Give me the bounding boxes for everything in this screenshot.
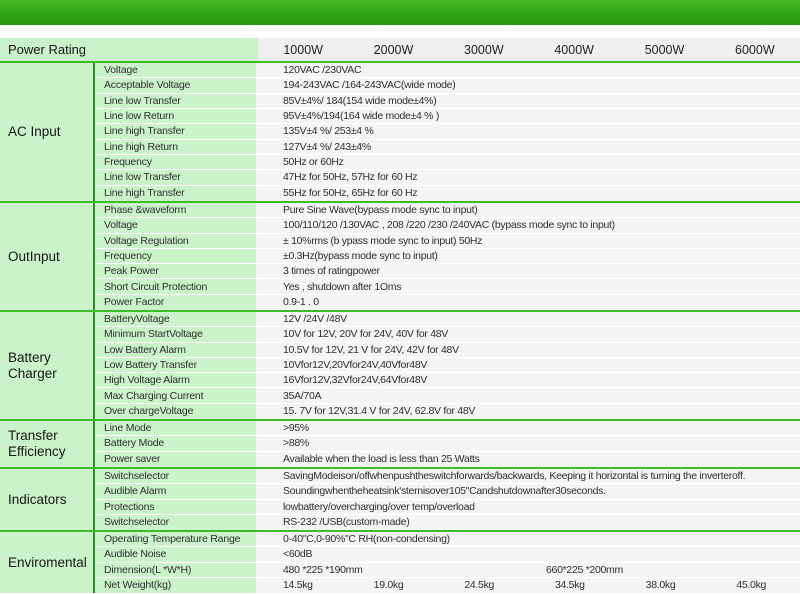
row-value: 12V /24V /48V — [256, 312, 800, 327]
row-value: 0.9-1 . 0 — [256, 295, 800, 310]
row-label: Frequency — [95, 155, 256, 170]
table-row — [95, 421, 800, 436]
weight-4000w: 34.5kg — [554, 579, 585, 592]
row-value: 47Hz for 50Hz, 57Hz for 60 Hz — [256, 170, 800, 185]
row-label: Audible Noise — [95, 547, 256, 562]
row-value: 85V±4%/ 184(154 wide mode±4%) — [256, 94, 800, 109]
table-row — [95, 234, 800, 249]
row-value: SavingModeison/offwhenpushtheswitchforwards/backwards, Keeping it horizontal is turning the inverteroff. — [256, 469, 800, 484]
row-label: Audible Alarm — [95, 484, 256, 499]
table-row — [95, 343, 800, 358]
row-label: Low Battery Transfer — [95, 358, 256, 373]
table-row — [95, 373, 800, 388]
row-label: Phase &waveform — [95, 203, 256, 218]
column-header-3000w: 3000W — [464, 42, 504, 57]
weight-3000w: 24.5kg — [464, 579, 495, 592]
row-label: Line high Return — [95, 140, 256, 155]
section-label: Battery Charger — [0, 312, 95, 419]
section-battery-charger — [0, 312, 800, 419]
row-value: 10.5V for 12V, 21 V for 24V, 42V for 48V — [256, 343, 800, 358]
row-label: Switchselector — [95, 515, 256, 530]
row-label: Dimension(L *W*H) — [95, 563, 256, 578]
section-ac-input — [0, 63, 800, 201]
row-label: Acceptable Voltage — [95, 78, 256, 93]
row-value: lowbattery/overcharging/over temp/overload — [256, 500, 800, 515]
row-value: ± 10%rms (b ypass mode sync to input) 50Hz — [256, 234, 800, 249]
wattage-column-headers — [258, 38, 800, 61]
row-label: Peak Power — [95, 264, 256, 279]
dimension-small-models: 480 *225 *190mm — [283, 563, 363, 576]
row-value: 127V±4 %/ 243±4% — [256, 140, 800, 155]
row-label: Power Factor — [95, 295, 256, 310]
table-row — [95, 547, 800, 562]
table-row — [95, 404, 800, 419]
table-row — [95, 155, 800, 170]
table-row — [95, 249, 800, 264]
table-row — [95, 532, 800, 547]
row-value: 120VAC /230VAC — [256, 63, 800, 78]
section-label: Indicators — [0, 469, 95, 530]
table-row — [95, 63, 800, 78]
row-label: Battery Mode — [95, 436, 256, 451]
row-label: BatteryVoltage — [95, 312, 256, 327]
row-label: Voltage — [95, 63, 256, 78]
weight-1000w: 14.5kg — [283, 579, 313, 592]
row-value: 10V for 12V, 20V for 24V, 40V for 48V — [256, 327, 800, 342]
row-value: 0-40"C,0-90%"C RH(non-condensing) — [256, 532, 800, 547]
row-value: Available when the load is less than 25 Watts — [256, 452, 800, 467]
row-label: Low Battery Alarm — [95, 343, 256, 358]
table-row — [95, 327, 800, 342]
table-row — [95, 170, 800, 185]
row-value: 15. 7V for 12V,31.4 V for 24V, 62.8V for 48V — [256, 404, 800, 419]
row-label: Protections — [95, 500, 256, 515]
table-row — [95, 78, 800, 93]
weight-2000w: 19.0kg — [373, 579, 404, 592]
table-row — [95, 264, 800, 279]
section-label: Transfer Efficiency — [0, 421, 95, 467]
banner-gap — [0, 25, 800, 38]
row-label: Line low Transfer — [95, 94, 256, 109]
weight-5000w: 38.0kg — [645, 579, 676, 592]
section-label: AC Input — [0, 63, 95, 201]
row-label: Line low Return — [95, 109, 256, 124]
table-row — [95, 563, 800, 578]
table-row — [95, 312, 800, 327]
section-transfer-efficiency — [0, 421, 800, 467]
row-label: High Voltage Alarm — [95, 373, 256, 388]
row-label: Net Weight(kg) — [95, 578, 256, 593]
row-label: Operating Temperature Range — [95, 532, 256, 547]
power-rating-title: Power Rating — [0, 38, 258, 61]
row-value: 50Hz or 60Hz — [256, 155, 800, 170]
row-value: RS-232 /USB(custom-made) — [256, 515, 800, 530]
row-value: ±0.3Hz(bypass mode sync to input) — [256, 249, 800, 264]
table-row — [95, 186, 800, 201]
row-label: Line high Transfer — [95, 124, 256, 139]
row-label: Switchselector — [95, 469, 256, 484]
row-value: 10Vfor12V,20Vfor24V,40Vfor48V — [256, 358, 800, 373]
net-weight-values — [256, 578, 800, 593]
table-row — [95, 218, 800, 233]
row-label: Max Charging Current — [95, 388, 256, 403]
table-row — [95, 358, 800, 373]
row-label: Short Circuit Protection — [95, 279, 256, 294]
row-label: Voltage Regulation — [95, 234, 256, 249]
section-label: OutInput — [0, 203, 95, 310]
column-header-4000w: 4000W — [554, 42, 594, 57]
table-row — [95, 484, 800, 499]
power-rating-header-row — [0, 38, 800, 61]
column-header-5000w: 5000W — [644, 42, 685, 57]
row-value: 3 times of ratingpower — [256, 264, 800, 279]
table-row — [95, 124, 800, 139]
row-value: <60dB — [256, 547, 800, 562]
row-value: Yes , shutdown after 1Oms — [256, 279, 800, 294]
table-row — [95, 140, 800, 155]
weight-6000w: 45.0kg — [736, 579, 767, 592]
table-row — [95, 469, 800, 484]
column-header-2000w: 2000W — [373, 42, 414, 57]
table-row — [95, 452, 800, 467]
row-value: 55Hz for 50Hz, 65Hz for 60 Hz — [256, 186, 800, 201]
row-value: 100/110/120 /130VAC , 208 /220 /230 /240VAC (bypass mode sync to input) — [256, 218, 800, 233]
row-value: 35A/70A — [256, 388, 800, 403]
row-value: 135V±4 %/ 253±4 % — [256, 124, 800, 139]
dimension-values — [256, 563, 800, 578]
row-label: Line low Transfer — [95, 170, 256, 185]
table-row — [95, 203, 800, 218]
table-row — [95, 388, 800, 403]
row-label: Power saver — [95, 452, 256, 467]
top-green-banner — [0, 0, 800, 25]
row-value: >95% — [256, 421, 800, 436]
row-value: 95V±4%/194(164 wide mode±4 % ) — [256, 109, 800, 124]
table-row — [95, 279, 800, 294]
row-value: 194-243VAC /164-243VAC(wide mode) — [256, 78, 800, 93]
table-row — [95, 436, 800, 451]
column-header-6000w: 6000W — [735, 42, 775, 57]
table-row — [95, 500, 800, 515]
table-row — [95, 94, 800, 109]
table-row — [95, 295, 800, 310]
row-label: Over chargeVoltage — [95, 404, 256, 419]
section-indicators — [0, 469, 800, 530]
section-enviromental — [0, 532, 800, 593]
row-label: Voltage — [95, 218, 256, 233]
table-row — [95, 109, 800, 124]
row-label: Line Mode — [95, 421, 256, 436]
row-label: Line high Transfer — [95, 186, 256, 201]
row-value: >88% — [256, 436, 800, 451]
row-value: Pure Sine Wave(bypass mode sync to input) — [256, 203, 800, 218]
row-value: Soundingwhentheheatsink'sternisover105"Candshutdownafter30seconds. — [256, 484, 800, 499]
row-label: Minimum StartVoltage — [95, 327, 256, 342]
dimension-large-models: 660*225 *200mm — [546, 563, 623, 576]
row-label: Frequency — [95, 249, 256, 264]
section-outinput — [0, 203, 800, 310]
table-row — [95, 578, 800, 593]
row-value: 16Vfor12V,32Vfor24V,64Vfor48V — [256, 373, 800, 388]
section-label: Enviromental — [0, 532, 95, 593]
table-row — [95, 515, 800, 530]
column-header-1000w: 1000W — [283, 42, 323, 57]
